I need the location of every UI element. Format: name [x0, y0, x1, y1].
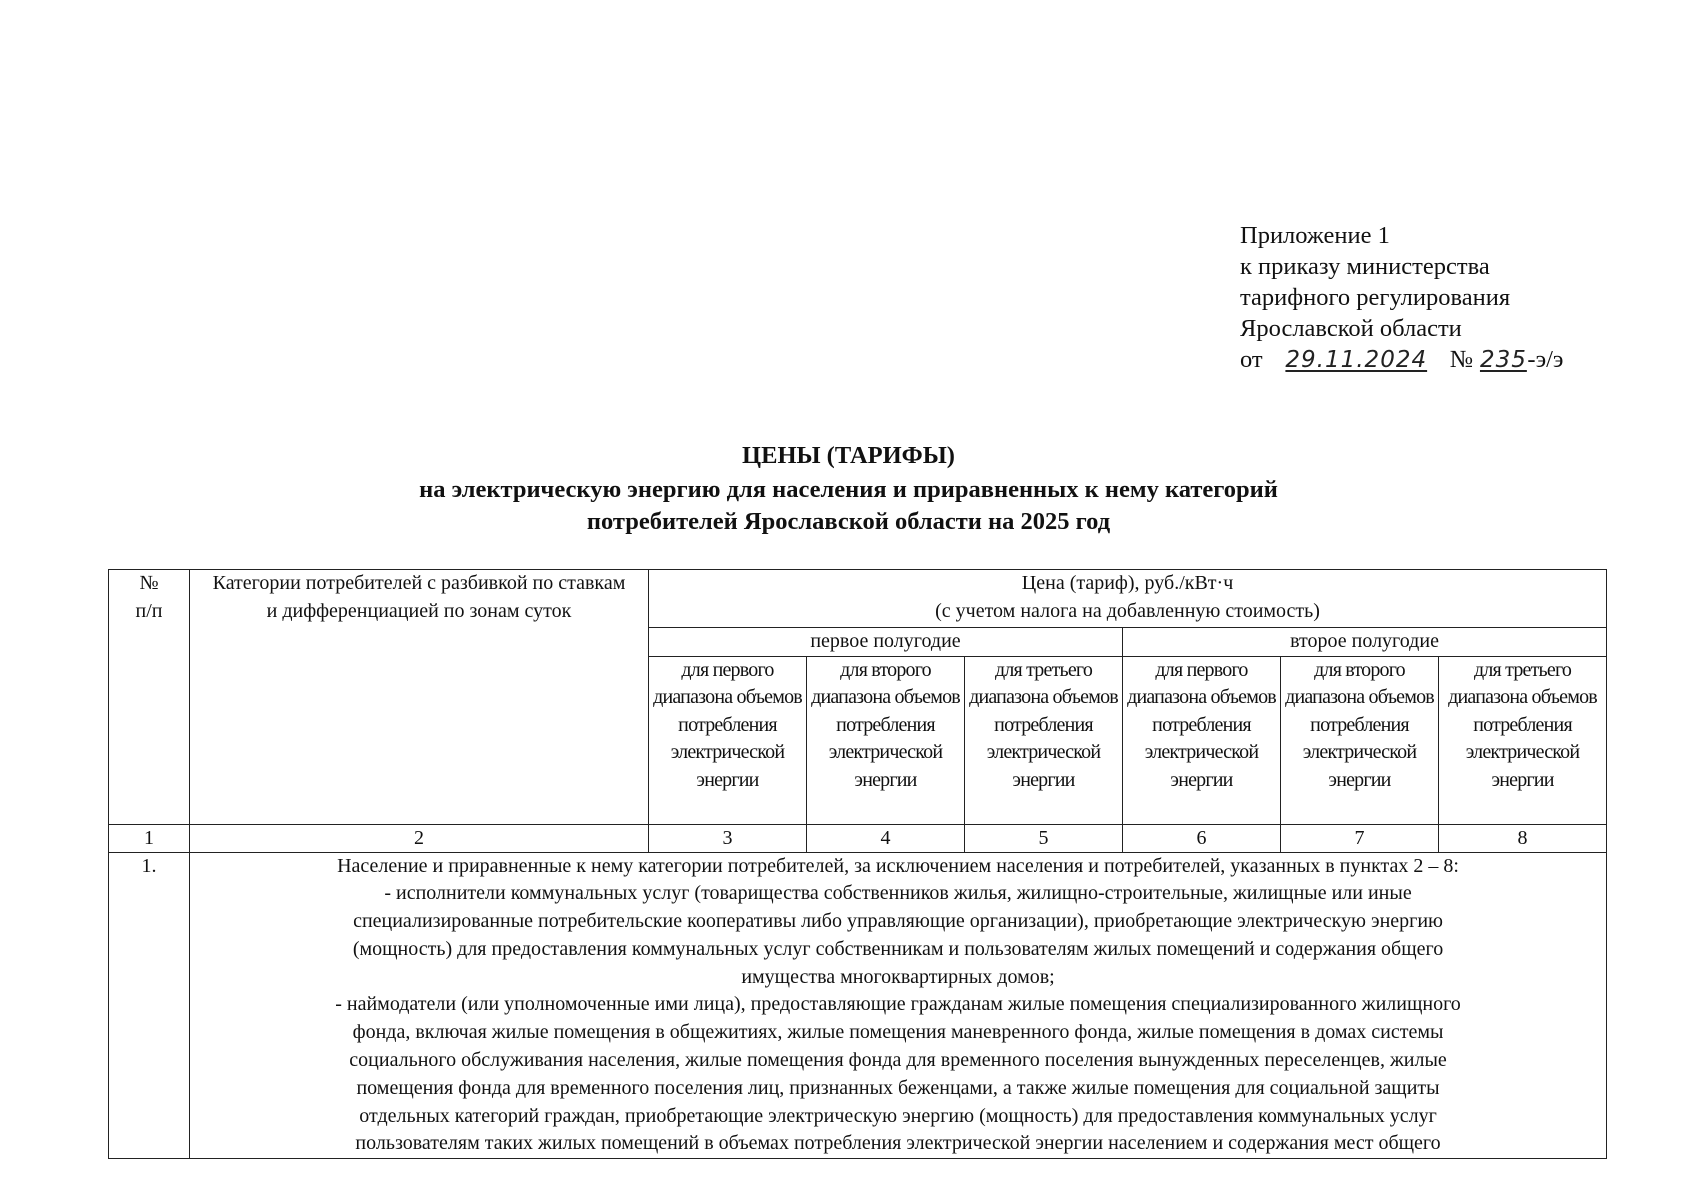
description-line: фонда, включая жилые помещения в общежитиях, жилые помещения маневренного фонда, жилые помещения в домах системы [352, 1021, 1444, 1044]
handwritten-date: 29.11.2024 [1285, 347, 1428, 373]
appendix-line-2: к приказу министерства [1240, 253, 1490, 280]
column-number-1: 1 [109, 824, 190, 852]
column-number-4: 4 [807, 824, 965, 852]
header-price-line-1: Цена (тариф), руб./кВт·ч [1021, 572, 1234, 594]
tariff-table [108, 569, 1607, 1159]
number-suffix: -э/э [1527, 346, 1564, 373]
row-description [190, 852, 1607, 1159]
column-number-7: 7 [1281, 824, 1439, 852]
description-line: помещения фонда для временного поселения лиц, признанных беженцами, а также жилые помещения для социальной защиты [356, 1076, 1440, 1099]
appendix-line-4: Ярославской области [1240, 315, 1462, 342]
header-category: Категории потребителей с разбивкой по ставкам и дифференциацией по зонам суток [190, 570, 649, 825]
header-h2-range-3: для третьего диапазона объемов потребления электрической энергии [1439, 656, 1607, 824]
column-number-6: 6 [1123, 824, 1281, 852]
column-number-5: 5 [965, 824, 1123, 852]
header-second-half: второе полугодие [1123, 628, 1607, 657]
description-line: Население и приравненные к нему категории потребителей, за исключением населения и потребителей, указанных в пунктах 2 – 8: [337, 854, 1459, 877]
header-price-line-2: (с учетом налога на добавленную стоимость) [935, 599, 1320, 622]
appendix-date-line [1240, 344, 1563, 376]
header-h1-range-2: для второго диапазона объемов потребления электрической энергии [807, 656, 965, 824]
description-line: (мощность) для предоставления коммунальных услуг собственникам и пользователям жилых помещений и содержания общего [352, 937, 1444, 960]
header-row-1 [109, 570, 1607, 628]
column-number-2: 2 [190, 824, 649, 852]
description-line: отдельных категорий граждан, приобретающие электрическую энергию (мощность) для предоставления коммунальных услуг [359, 1104, 1437, 1127]
appendix-line-1: Приложение 1 [1240, 222, 1390, 249]
appendix-block [1240, 220, 1563, 376]
header-h2-range-1: для первого диапазона объемов потребления электрической энергии [1123, 656, 1281, 824]
document-title: ЦЕНЫ (ТАРИФЫ) [742, 442, 955, 469]
appendix-line-3: тарифного регулирования [1240, 284, 1511, 311]
column-number-row [109, 824, 1607, 852]
date-prefix: от [1240, 346, 1263, 373]
description-line: - исполнители коммунальных услуг (товарищества собственников жилья, жилищно-строительные, жилищные или иные [384, 882, 1412, 905]
row-number: 1. [109, 852, 190, 1159]
table-row [109, 852, 1607, 1159]
header-h2-range-2: для второго диапазона объемов потребления электрической энергии [1281, 656, 1439, 824]
document-subtitle-line-1: на электрическую энергию для населения и приравненных к нему категорий [419, 476, 1278, 503]
description-line: специализированные потребительские кооперативы либо управляющие организации), приобретающие электрическую энергию [353, 910, 1443, 933]
header-first-half: первое полугодие [649, 628, 1123, 657]
handwritten-number: 235 [1479, 347, 1527, 373]
description-line: имущества многоквартирных домов; [741, 965, 1055, 988]
number-sign: № [1449, 346, 1474, 373]
column-number-3: 3 [649, 824, 807, 852]
description-line: пользователям таких жилых помещений в объемах потребления электрической энергии населением и содержания мест общего [355, 1132, 1441, 1155]
header-price [649, 570, 1607, 628]
header-h1-range-3: для третьего диапазона объемов потребления электрической энергии [965, 656, 1123, 824]
header-h1-range-1: для первого диапазона объемов потребления электрической энергии [649, 656, 807, 824]
description-line: - наймодатели (или уполномоченные ими лица), предоставляющие гражданам жилые помещения специализированного жилищного [335, 993, 1461, 1016]
document-subtitle-line-2: потребителей Ярославской области на 2025 год [586, 508, 1111, 535]
header-number: № п/п [109, 570, 190, 825]
column-number-8: 8 [1439, 824, 1607, 852]
description-line: социального обслуживания населения, жилые помещения фонда для временного поселения вынужденных переселенцев, жилые [349, 1049, 1447, 1072]
